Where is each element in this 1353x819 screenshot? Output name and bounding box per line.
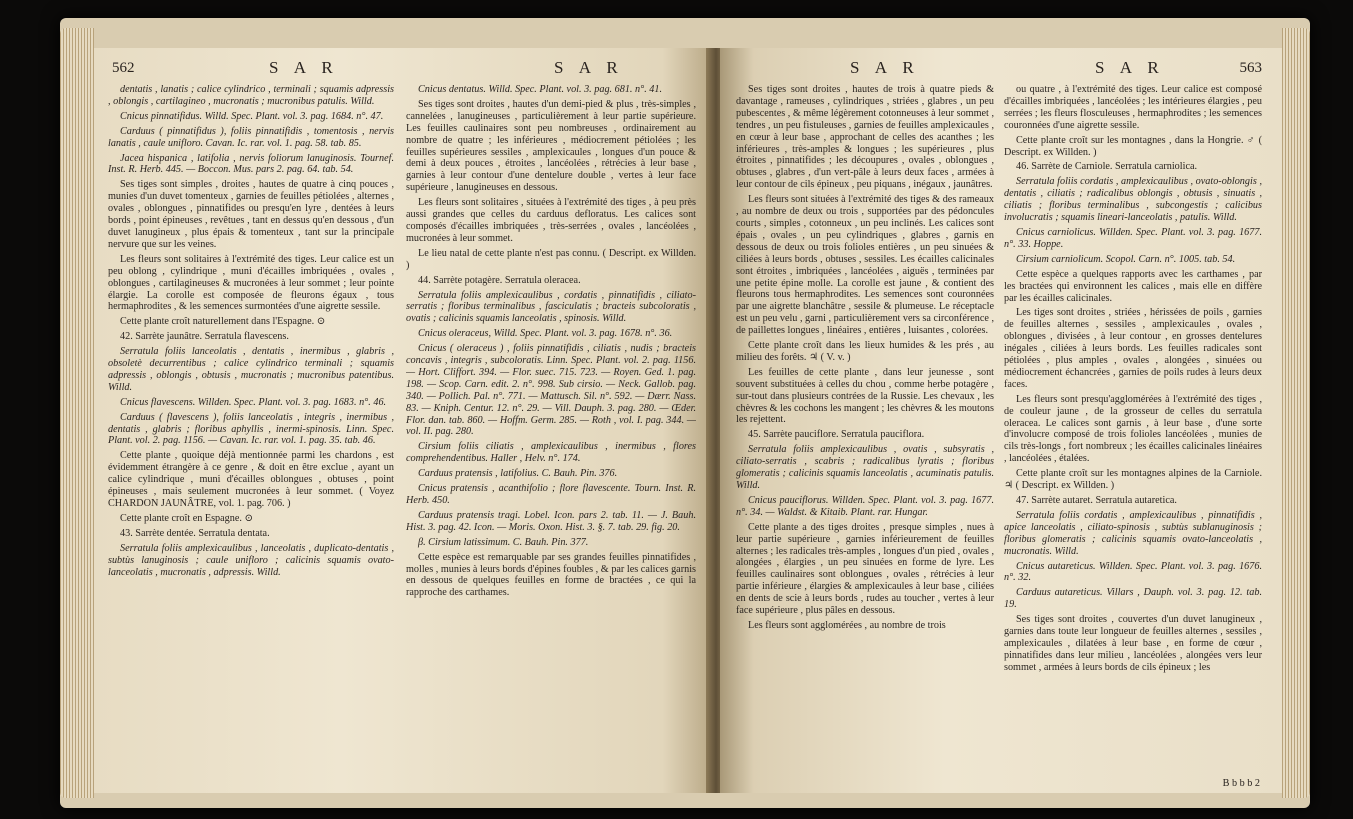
paragraph: Cette plante , quoique déjà mentionnée parmi les chardons , est évidemment étrangère à ce genre , & doit en être exclue , ayant un calice cylindrique , muni d'écailles oblongues , obtuses , point épineuses , mais seulement mucronées à leur sommet. ( Voyez CHARDON JAUNÂTRE, vol. 1. pag. 706. )	[108, 450, 394, 509]
paragraph: Cnicus carniolicus. Willden. Spec. Plant. vol. 3. pag. 1677. n°. 33. Hoppe.	[1004, 226, 1262, 250]
paragraph: Cnicus pauciflorus. Willden. Spec. Plant. vol. 3. pag. 1677. n°. 34. — Waldst. & Kitaib. Plant. rar. Hungar.	[736, 494, 994, 518]
species-heading: 46. Sarrète de Carniole. Serratula carniolica.	[1016, 161, 1198, 173]
running-head: S A R	[1095, 58, 1165, 77]
paragraph: Ses tiges sont droites , hautes d'un demi-pied & plus , très-simples , cannelées , lanugineuses , particulièrement à leur partie supérieure. Les feuilles caulinaires sont peu nombreuses , ordinairement au nombre de quatre ; les inférieures , médiocrement pétiolées ; les feuilles supérieures sessiles , amplexicaules , longues d'un pouce & demi à deux pouces , étroites , lancéolées , rétrécies à leur base , garnies à leur contour d'une dentelure double , vertes à leur face supérieure , lanugineuses en dessous.	[406, 98, 696, 194]
right-page	[720, 48, 1282, 793]
page-number: 562	[112, 60, 135, 76]
paragraph: Les fleurs sont solitaires , situées à l'extrémité des tiges , à peu près aussi grandes que celles du carduus defloratus. Les calices sont composés d'écailles imbriquées , très-serrées , ovales , lancéolées , mucronées à leur sommet.	[406, 197, 696, 244]
paragraph: Cnicus pinnatifidus. Willd. Spec. Plant. vol. 3. pag. 1684. n°. 47.	[120, 110, 384, 122]
paragraph: dentatis , lanatis ; calice cylindrico , terminali ; squamis adpressis , oblongis , cartilagineo , mucronatis ; mucronibus patulis. Willd.	[108, 84, 394, 107]
paragraph: Carduus autareticus. Villars , Dauph. vol. 3. pag. 12. tab. 19.	[1004, 587, 1262, 611]
right-page-header	[720, 56, 1282, 82]
running-head: S A R	[850, 58, 920, 77]
text-column	[108, 84, 394, 787]
paragraph: Serratula foliis cordatis , amplexicaulibus , pinnatifidis , apice lanceolatis , ciliato-spinosis , subtùs sublanuginosis ; floribus glomeratis ; calicinis squamis ovato-lanceolatis , mucronatis. Willd.	[1004, 509, 1262, 557]
paragraph: Le lieu natal de cette plante n'est pas connu. ( Descript. ex Willden. )	[406, 247, 696, 271]
paragraph: Cette plante a des tiges droites , presque simples , nues à leur partie supérieure , garnies inférieurement de feuilles alternes ; les radicales très-amples , longues d'un pied , ovales , alongées , élargies , un peu sinuées en forme de lyre. Les feuilles caulinaires sont oblongues , ovales , rétrécies à leur partie inférieure , élargies & amplexicaules à leur base , ciliées en dents de scie à leurs bords , rudes au toucher , vertes à leur face supérieure , plus pâles en dessous.	[736, 521, 994, 617]
paragraph: Ses tiges sont droites , hautes de trois à quatre pieds & davantage , rameuses , cylindriques , striées , glabres , un peu pubescentes , & même légèrement cotonneuses à leur sommet , tendres , un peu fistuleuses , garnies de feuilles amplexicaules , en cœur à leur base , approchant de celles des acanthes ; les inférieures , très-amples & longues ; les supérieures , plus étroites , pinnatifides ; les découpures , ovales , oblongues , obtuses , glabres , d'un vert-pâle à leurs deux faces , armées à leur contour de cils épineux , peu piquans , inégaux , jaunâtres.	[736, 84, 994, 191]
paragraph: Ses tiges sont droites , couvertes d'un duvet lanugineux , garnies dans toute leur longueur de feuilles alternes , sessiles , amplexicaules , dilatées à leur base , en forme de cœur , pinnatifides dans leur milieu , lancéolées , alongées vers leur sommet , armées à leurs bords de cils épineux ; les	[1004, 614, 1262, 673]
paragraph: Carduus pratensis tragi. Lobel. Icon. pars 2. tab. 11. — J. Bauh. Hist. 3. pag. 42. Icon. — Moris. Oxon. Hist. 3. §. 7. tab. 29. fig. 20.	[406, 509, 696, 533]
paragraph: Serratula foliis lanceolatis , dentatis , inermibus , glabris , obsoletè decurrentibus ; calice cylindrico terminali ; squamis adpressis , oblongis , obtusis , mucronatis ; mucronibus patentibus. Willd.	[108, 346, 394, 393]
paragraph: Cette plante croît sur les montagnes alpines de la Carniole. ♃ ( Descript. ex Willden. )	[1004, 468, 1262, 492]
species-heading: 43. Sarrète dentée. Serratula dentata.	[120, 527, 270, 539]
paragraph: Cette espèce a quelques rapports avec les carthames , par les bractées qui environnent les calices , mais elle en diffère par les écailles calicinales.	[1004, 268, 1262, 304]
species-heading: 44. Sarrète potagère. Serratula oleracea.	[418, 274, 581, 286]
paragraph: β. Cirsium latissimum. C. Bauh. Pin. 377.	[418, 536, 589, 548]
paragraph: Carduus pratensis , latifolius. C. Bauh. Pin. 376.	[418, 468, 618, 480]
paragraph: Les feuilles de cette plante , dans leur jeunesse , sont souvent substituées à celles du chou , comme herbe potagère , sur-tout dans plusieurs contrées de la Russie. Les chevaux , les chèvres & les cochons les mangent ; les chèvres & les moutons les rejettent.	[736, 366, 994, 426]
left-page-header	[94, 56, 712, 82]
species-heading: 47. Sarrète autaret. Serratula autaretica.	[1016, 495, 1177, 506]
paragraph: Cette plante croît en Espagne. ⊙	[120, 512, 254, 524]
page-edges-right	[1282, 28, 1310, 798]
paragraph: Serratula foliis amplexicaulibus , ovatis , subsyratis , ciliato-serratis , scabris ; radicalibus lyratis ; floribus glomeratis ; calicinis squamis lanceolatis , acuminatis patulis. Willd.	[736, 444, 994, 491]
paragraph: Cette plante croît dans les lieux humides & les prés , au milieu des forêts. ♃ ( V. v. )	[736, 340, 994, 363]
running-head: S A R	[554, 58, 624, 77]
paragraph: Les fleurs sont presqu'agglomérées à l'extrémité des tiges , de couleur jaune , de la grosseur de celles du serratula oleracea. Le calices sont garnis , à leur base , d'une sorte d'involucre composé de trois folioles lancéolées , munies de cils très-longs , fort nombreux ; les écailles calicinales linéaires , lancéolées , étalées.	[1004, 393, 1262, 465]
paragraph: Cnicus flavescens. Willden. Spec. Plant. vol. 3. pag. 1683. n°. 46.	[120, 396, 387, 408]
paragraph: Serratula foliis cordatis , amplexicaulibus , ovato-oblongis , dentatis , ciliatis ; radicalibus oblongis , obtusis , sinuatis , ciliatis ; floribus terminalibus , subcongestis ; calicibus involucratis ; squamis lineari-lanceolatis , patulis. Willd.	[1004, 176, 1262, 224]
paragraph: Jacea hispanica , latifolia , nervis foliorum lanuginosis. Tournef. Inst. R. Herb. 445. — Boccon. Mus. pars 2. pag. 64. tab. 54.	[108, 152, 394, 176]
paragraph: Cette espèce est remarquable par ses grandes feuilles pinnatifides , molles , munies à leurs bords d'épines foubles , & par les calices garnis en dessous de quelques feuilles en forme de bractées , ce qui la rapproche des carthames.	[406, 551, 696, 599]
species-heading: 42. Sarrète jaunâtre. Serratula flavescens.	[120, 331, 289, 343]
species-heading: 45. Sarrète pauciflore. Serratula pauciflora.	[748, 429, 925, 441]
paragraph: Serratula foliis amplexicaulibus , cordatis , pinnatifidis , ciliato-serratis ; floribus terminalibus , fasciculatis ; bracteis subcoloratis , ovatis ; calicinis squamis lanceolatis , spinosis. Willd.	[406, 289, 696, 325]
paragraph: Ses tiges sont simples , droites , hautes de quatre à cinq pouces , munies d'un duvet tomenteux , garnies de feuilles pétiolées , alternes , ovales , oblongues , pinnatifides ou presqu'en lyre , dentées à leurs bords , point épineuses , revêtues , tant en dessus qu'en dessous , d'un duvet lanugineux , plus épais & tomenteux , tant sur la principale nervure que sur les veines.	[108, 179, 394, 250]
text-column	[736, 84, 994, 787]
paragraph: Cnicus autareticus. Willden. Spec. Plant. vol. 3. pag. 1676. n°. 32.	[1004, 560, 1262, 584]
page-edges-left	[60, 28, 94, 798]
paragraph: Les tiges sont droites , striées , hérissées de poils , garnies de feuilles alternes , sessiles , amplexicaules , ovales , oblongues , divisées , à leur contour , en grosses dentelures inégales , ciliées à leurs bords. Les feuilles radicales sont pétiolées , plus amples , ovales , alongées , sinuées ou médiocrement échancrées , garnies de poils rudes à leurs deux faces.	[1004, 307, 1262, 390]
paragraph: Les fleurs sont solitaires à l'extrémité des tiges. Leur calice est un peu oblong , cylindrique , muni d'écailles imbriquées , ovales , oblongues , cartilagineuses & mucronées à leur sommet ; leur pointe élargie. La corolle est composée de fleurons égaux , tous hermaphrodites , & les semences surmontées d'une aigrette sessile.	[108, 253, 394, 313]
text-column	[406, 84, 696, 787]
paragraph: Carduus ( flavescens ), foliis lanceolatis , integris , inermibus , dentatis , glabris ; floribus aphyllis , inermi-spinosis. Linn. Spec. Plant. vol. 2. pag. 1156. — Cavan. Ic. rar. vol. 1. pag. 35. tab. 46.	[108, 411, 394, 447]
running-head: S A R	[269, 58, 339, 77]
text-column	[1004, 84, 1262, 787]
paragraph: Cnicus pratensis , acanthifolio ; flore flavescente. Tourn. Inst. R. Herb. 450.	[406, 483, 696, 506]
paragraph: Carduus ( pinnatifidus ), foliis pinnatifidis , tomentosis , nervis lanatis , caule unifloro. Cavan. Ic. rar. vol. 1. pag. 58. tab. 85.	[108, 125, 394, 149]
left-page	[94, 48, 712, 793]
paragraph: Cnicus oleraceus, Willd. Spec. Plant. vol. 3. pag. 1678. n°. 36.	[418, 328, 673, 340]
paragraph: ou quatre , à l'extrémité des tiges. Leur calice est composé d'écailles imbriquées , lancéolées ; les intérieures élargies , peu serrées ; les fleurs flosculeuses , hermaphrodites ; les semences couronnées d'une aigrette sessile.	[1004, 84, 1262, 131]
page-number: 563	[1239, 60, 1262, 76]
paragraph: Cirsium carniolicum. Scopol. Carn. n°. 1005. tab. 54.	[1016, 253, 1236, 265]
paragraph: Cnicus ( oleraceus ) , foliis pinnatifidis , ciliatis , nudis ; bracteis concavis , integris , subcoloratis. Linn. Spec. Plant. vol. 2. pag. 1156. — Hort. Cliffort. 394. — Flor. suec. 715. 723. — Royen. Ged. 1. pag. 198. — Scop. Carn. edit. 2. n°. 998. Sub cirsio. — Neck. Gallob. pag. 340. — Pollich. Pal. n°. 771. — Mattusch. Sil. n°. 592. — Dærr. Nass. 83. — Kniph. Centur. 12. n°. 29. — Vill. Dauph. 3. pag. 280. — Œder. Flor. dan. tab. 860. — Hoffm. Germ. 285. — Roth , vol. I. pag. 344. — vol. II. pag. 280.	[406, 343, 696, 438]
paragraph: Cette plante croît naturellement dans l'Espagne. ⊙	[120, 316, 326, 328]
paragraph: Serratula foliis amplexicaulibus , lanceolatis , duplicato-dentatis , subtùs lanuginosis ; caule unifloro ; calicinis squamis ovato-lanceolatis , mucronatis , adpressis. Willd.	[108, 542, 394, 578]
paragraph: Cirsium foliis ciliatis , amplexicaulibus , inermibus , flores comprehendentibus. Haller , Helv. n°. 174.	[406, 441, 696, 465]
paragraph: Les fleurs sont agglomérées , au nombre de trois	[748, 619, 946, 631]
paragraph: Cette plante croît sur les montagnes , dans la Hongrie. ♂ ( Descript. ex Willden. )	[1004, 134, 1262, 158]
signature-mark: B b b b 2	[1222, 778, 1260, 789]
paragraph: Cnicus dentatus. Willd. Spec. Plant. vol. 3. pag. 681. n°. 41.	[418, 84, 663, 95]
paragraph: Les fleurs sont situées à l'extrémité des tiges & des rameaux , au nombre de deux ou trois , supportées par des pédoncules courts , simples , cotonneux , un peu inclinés. Les calices sont épais , ovales , un peu cylindriques , glabres , garnis en dessous de deux ou trois folioles entières , un peu sinuées & ciliées à leurs bords , obtuses , sessiles. Les écailles calicinales sont étroites , imbriquées , lancéolées , aiguës , terminées par une petite épine molle. La corolle est jaune , & contient des fleurons tous hermaphrodites. Les semences sont couronnées par une aigrette blanchâtre , sessile & plumeuse. Le réceptacle est un peu velu , garni , particulièrement vers sa circonférence , de paillettes longues , linéaires , entières , luisantes , colorées.	[736, 194, 994, 337]
open-book	[60, 18, 1310, 808]
